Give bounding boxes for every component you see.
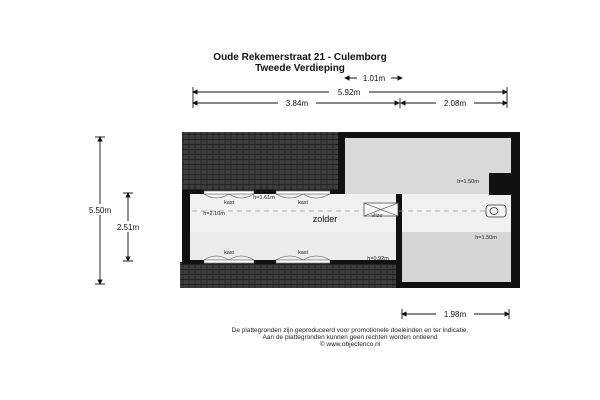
floor-title: Tweede Verdieping: [255, 63, 345, 74]
address-title: Oude Rekemerstraat 21 - Culemborg: [213, 52, 387, 63]
dim-top-small: 1.01m: [362, 74, 386, 83]
disclaimer-line-1: De plattegronden zijn geproduceerd voor promotionele doeleinden en ter indicatie.: [231, 327, 469, 334]
floor-right-upper: [345, 138, 511, 194]
height-label-bottom: h=0.92m: [367, 256, 389, 262]
floor-corridor: [190, 194, 511, 232]
roof-tiles-top: [182, 132, 345, 192]
kast-label-top-left: kast: [223, 200, 235, 206]
dim-left-outer: 5.50m: [88, 206, 112, 215]
height-label-right-bottom: h=1.50m: [475, 235, 497, 241]
disclaimer-line-2: Aan de plattegronden kunnen geen rechten worden ontleend: [262, 334, 438, 341]
kast-label-top-right: kast: [297, 200, 309, 206]
room-label-zolder: zolder: [312, 214, 338, 224]
kast-label-bottom-left: kast: [223, 250, 235, 256]
vlizo-label: vlizo: [371, 213, 383, 219]
dim-top-left: 3.84m: [285, 99, 309, 108]
copyright-line: © www.objectenco.nl: [319, 341, 381, 348]
height-label-top: h=1.61m: [253, 195, 275, 201]
dim-top-total: 5.92m: [337, 88, 361, 97]
height-label-left: h=2.10m: [203, 211, 225, 217]
dim-top-right: 2.08m: [443, 99, 467, 108]
toilet-icon: [486, 205, 506, 217]
dim-left-inner: 2.51m: [116, 223, 140, 232]
roof-tiles-bottom: [180, 262, 402, 288]
kast-label-bottom-right: kast: [297, 250, 309, 256]
height-label-right-top: h=1.50m: [457, 179, 479, 185]
dim-bottom: 1.98m: [443, 310, 467, 319]
